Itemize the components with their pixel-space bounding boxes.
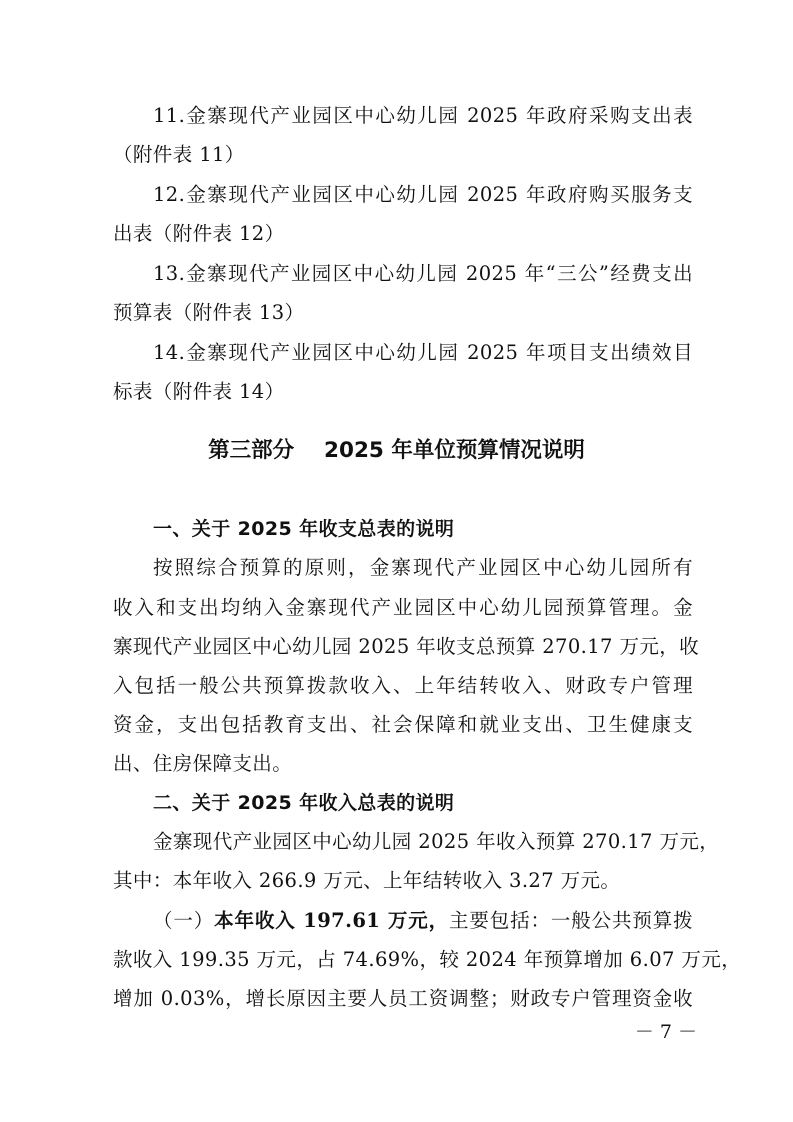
section1-line: 入包括一般公共预算拨款收入、上年结转收入、财政专户管理	[113, 674, 693, 697]
section2-income-paragraph	[153, 908, 693, 934]
income-prefix: （一）	[153, 909, 215, 932]
income-total-bold: 本年收入 197.61 万元，	[214, 909, 450, 932]
attachment-12-line2: 出表（附件表 12）	[113, 222, 285, 245]
section2-line: 款收入 199.35 万元，占 74.69%，较 2024 年预算增加 6.07 万元，	[113, 948, 742, 971]
attachment-13-line2: 预算表（附件表 13）	[113, 301, 305, 324]
income-rest: 主要包括：一般公共预算拨	[449, 909, 693, 932]
section1-line: 收入和支出均纳入金寨现代产业园区中心幼儿园预算管理。金	[113, 596, 693, 619]
section1-heading: 一、关于 2025 年收支总表的说明	[153, 518, 455, 540]
section1-line: 资金，支出包括教育支出、社会保障和就业支出、卫生健康支	[113, 713, 693, 736]
attachment-11-line2: （附件表 11）	[113, 143, 245, 166]
attachment-11-line1: 11.金寨现代产业园区中心幼儿园 2025 年政府采购支出表	[153, 104, 693, 127]
section2-line: 增加 0.03%，增长原因主要人员工资调整；财政专户管理资金收	[113, 987, 693, 1010]
page-number: － 7 －	[634, 1021, 697, 1043]
attachment-14-line1: 14.金寨现代产业园区中心幼儿园 2025 年项目支出绩效目	[153, 341, 693, 364]
section2-heading: 二、关于 2025 年收入总表的说明	[153, 792, 455, 814]
section2-line: 金寨现代产业园区中心幼儿园 2025 年收入预算 270.17 万元，	[153, 830, 720, 853]
part-title: 第三部分 2025 年单位预算情况说明	[208, 438, 585, 463]
section1-line: 寨现代产业园区中心幼儿园 2025 年收支总预算 270.17 万元，收	[113, 635, 700, 658]
section2-line: 其中：本年收入 266.9 万元、上年结转收入 3.27 万元。	[113, 869, 621, 892]
attachment-14-line2: 标表（附件表 14）	[113, 380, 285, 403]
section1-line: 出、住房保障支出。	[113, 752, 293, 775]
attachment-13-line1: 13.金寨现代产业园区中心幼儿园 2025 年“三公”经费支出	[153, 262, 693, 285]
attachment-12-line1: 12.金寨现代产业园区中心幼儿园 2025 年政府购买服务支	[153, 183, 693, 206]
section1-line: 按照综合预算的原则，金寨现代产业园区中心幼儿园所有	[153, 556, 693, 579]
